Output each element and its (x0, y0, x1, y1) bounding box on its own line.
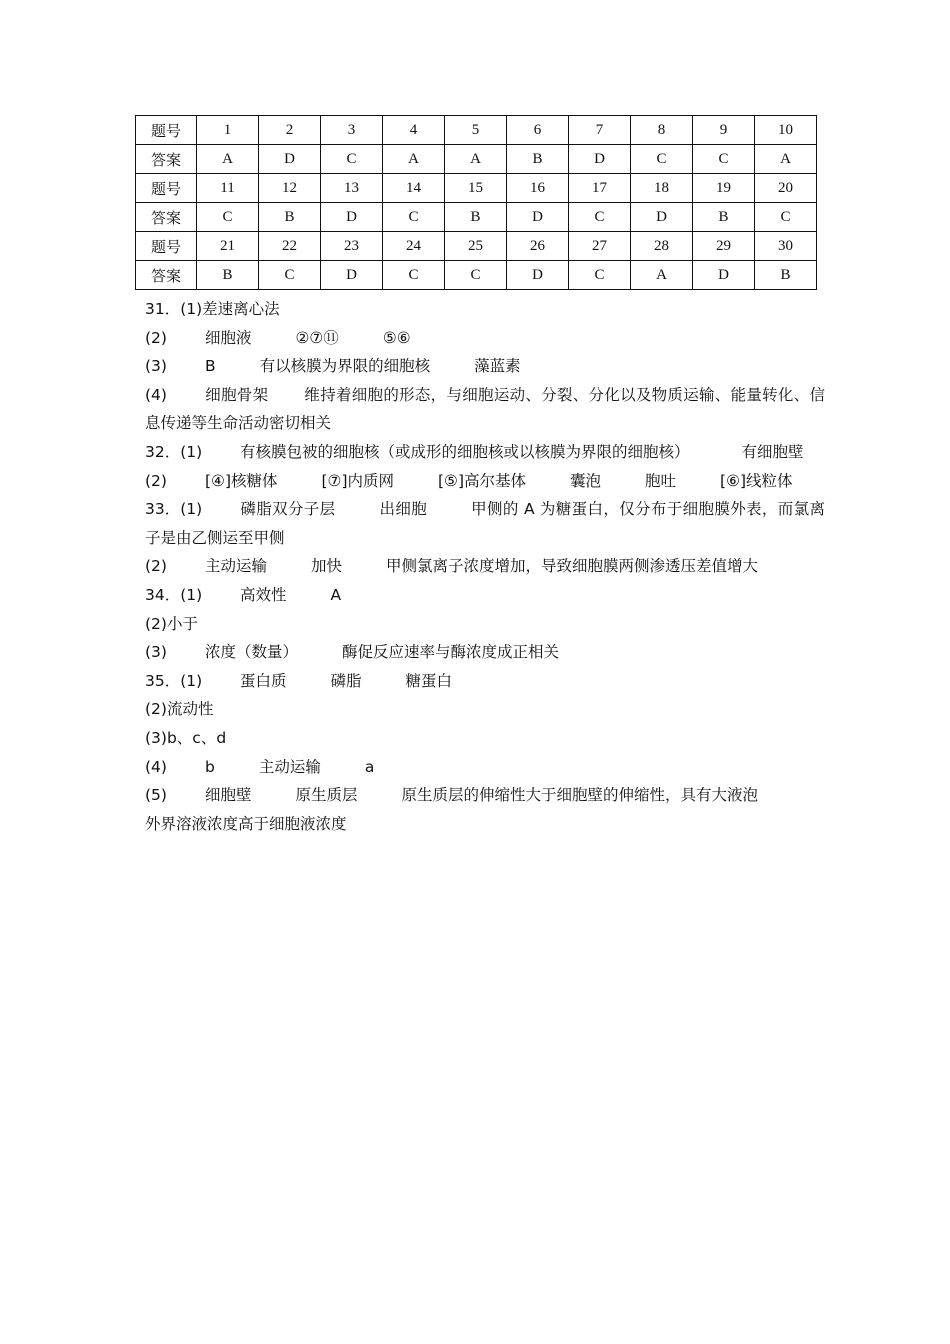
row-label: 答案 (136, 145, 197, 174)
table-cell: A (383, 145, 445, 174)
q35-part5: (5) 细胞壁 原生质层 原生质层的伸缩性大于细胞壁的伸缩性，具有大液泡 (145, 786, 759, 805)
q31-part4: (4) 细胞骨架 维持着细胞的形态，与细胞运动、分裂、分化以及物质运输、能量转化、信息传递等生命活动密切相关 (145, 385, 825, 433)
row-label: 答案 (136, 203, 197, 232)
table-cell: 7 (569, 116, 631, 145)
table-cell: 15 (445, 174, 507, 203)
table-cell: C (259, 261, 321, 290)
table-cell: 13 (321, 174, 383, 203)
table-cell: C (631, 145, 693, 174)
table-cell: A (445, 145, 507, 174)
table-cell: 9 (693, 116, 755, 145)
table-cell: C (569, 203, 631, 232)
row-label: 题号 (136, 116, 197, 145)
table-cell: A (631, 261, 693, 290)
table-cell: 28 (631, 232, 693, 261)
table-cell: 25 (445, 232, 507, 261)
row-label: 题号 (136, 232, 197, 261)
row-label: 题号 (136, 174, 197, 203)
q31-part2: (2) 细胞液 ②⑦⑪ ⑤⑥ (145, 328, 411, 347)
table-cell: 26 (507, 232, 569, 261)
q35-part3: (3)b、c、d (145, 728, 227, 747)
table-cell: 19 (693, 174, 755, 203)
row-label: 答案 (136, 261, 197, 290)
table-cell: C (383, 203, 445, 232)
table-cell: C (321, 145, 383, 174)
table-cell: B (445, 203, 507, 232)
table-cell: B (197, 261, 259, 290)
q34-part3: (3) 浓度（数量） 酶促反应速率与酶浓度成正相关 (145, 643, 560, 662)
answer-table-row (136, 116, 817, 145)
table-cell: D (693, 261, 755, 290)
q34-part2: (2)小于 (145, 614, 198, 633)
table-cell: 1 (197, 116, 259, 145)
q31-part3: (3) B 有以核膜为界限的细胞核 藻蓝素 (145, 357, 521, 376)
table-cell: 14 (383, 174, 445, 203)
table-cell: 2 (259, 116, 321, 145)
answer-table (135, 115, 817, 290)
q35-part1: 35．(1) 蛋白质 磷脂 糖蛋白 (145, 671, 453, 690)
table-cell: D (321, 261, 383, 290)
q35-part5-cont: 外界溶液浓度高于细胞液浓度 (145, 814, 347, 833)
table-cell: 16 (507, 174, 569, 203)
q35-part4: (4) b 主动运输 a (145, 757, 375, 776)
q32-part1: 32．(1) 有核膜包被的细胞核（或成形的细胞核或以核膜为界限的细胞核） 有细胞壁 (145, 442, 804, 461)
table-cell: 20 (755, 174, 817, 203)
answer-table-row (136, 174, 817, 203)
answer-table-row (136, 145, 817, 174)
table-cell: C (197, 203, 259, 232)
table-cell: 3 (321, 116, 383, 145)
table-cell: 8 (631, 116, 693, 145)
table-cell: D (631, 203, 693, 232)
table-cell: C (755, 203, 817, 232)
table-cell: B (259, 203, 321, 232)
table-cell: 30 (755, 232, 817, 261)
table-cell: B (693, 203, 755, 232)
table-cell: B (755, 261, 817, 290)
table-cell: 17 (569, 174, 631, 203)
q33-part2: (2) 主动运输 加快 甲侧氯离子浓度增加，导致细胞膜两侧渗透压差值增大 (145, 557, 759, 576)
q34-part1: 34．(1) 高效性 A (145, 585, 342, 604)
table-cell: 21 (197, 232, 259, 261)
table-cell: D (259, 145, 321, 174)
answer-table-row (136, 261, 817, 290)
table-cell: 27 (569, 232, 631, 261)
table-cell: 24 (383, 232, 445, 261)
q33-part1: 33．(1) 磷脂双分子层 出细胞 甲侧的 A 为糖蛋白，仅分布于细胞膜外表，而氯离子是由乙侧运至甲侧 (145, 500, 825, 547)
table-cell: 11 (197, 174, 259, 203)
table-cell: 10 (755, 116, 817, 145)
table-cell: C (693, 145, 755, 174)
table-cell: A (197, 145, 259, 174)
table-cell: 12 (259, 174, 321, 203)
table-cell: 18 (631, 174, 693, 203)
table-cell: D (569, 145, 631, 174)
q32-part2: (2) [④]核糖体 [⑦]内质网 [⑤]高尔基体 囊泡 胞吐 [⑥]线粒体 (145, 471, 793, 490)
table-cell: D (507, 203, 569, 232)
table-cell: B (507, 145, 569, 174)
table-cell: 5 (445, 116, 507, 145)
table-cell: 6 (507, 116, 569, 145)
answer-table-row (136, 232, 817, 261)
answer-text (145, 295, 825, 838)
table-cell: A (755, 145, 817, 174)
table-cell: 4 (383, 116, 445, 145)
table-cell: C (445, 261, 507, 290)
answer-table-row (136, 203, 817, 232)
table-cell: D (321, 203, 383, 232)
q35-part2: (2)流动性 (145, 700, 214, 719)
table-cell: 29 (693, 232, 755, 261)
table-cell: 23 (321, 232, 383, 261)
q31-part1: 31．(1)差速离心法 (145, 300, 280, 318)
table-cell: D (507, 261, 569, 290)
table-cell: C (383, 261, 445, 290)
table-cell: 22 (259, 232, 321, 261)
table-cell: C (569, 261, 631, 290)
